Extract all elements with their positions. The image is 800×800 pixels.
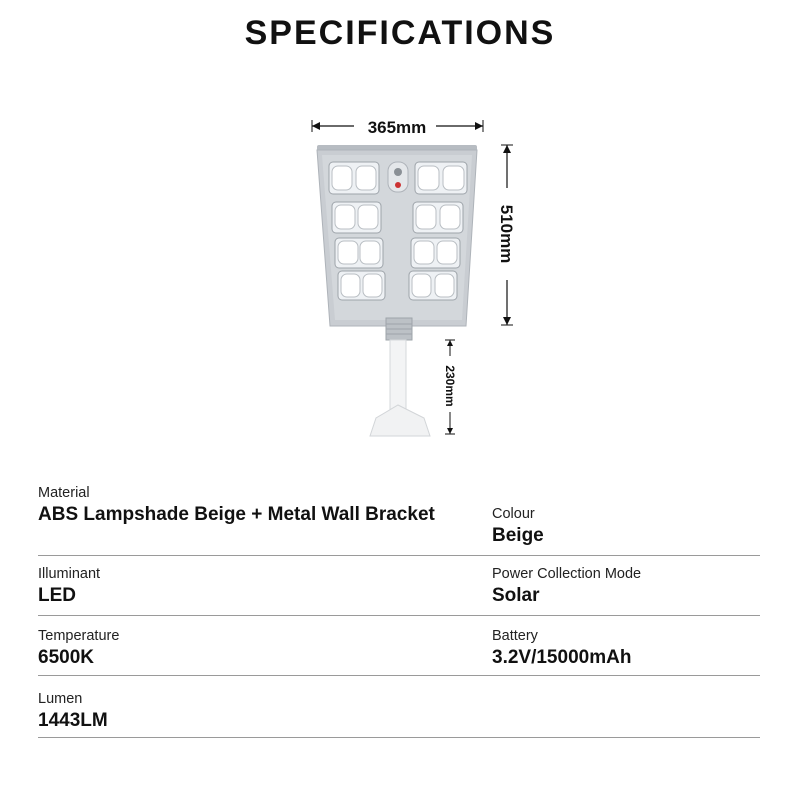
spec-label: Lumen xyxy=(38,691,83,707)
spec-label: Power Collection Mode xyxy=(492,566,642,582)
spec-power-collection-mode xyxy=(492,565,641,608)
pole-dimension xyxy=(443,340,457,434)
spec-material xyxy=(38,484,435,527)
spec-label: Illuminant xyxy=(38,566,101,582)
spec-value: ABS Lampshade Beige + Metal Wall Bracket xyxy=(38,504,435,525)
spec-label: Material xyxy=(38,485,90,501)
spec-temperature xyxy=(38,627,119,670)
width-dimension xyxy=(312,118,483,137)
height-dimension xyxy=(497,145,516,325)
row-divider xyxy=(38,737,760,738)
spec-label: Temperature xyxy=(38,628,120,644)
spec-value: 1443LM xyxy=(38,710,108,731)
spec-label: Colour xyxy=(492,506,535,522)
spec-value: Beige xyxy=(492,525,544,546)
spec-value: 6500K xyxy=(38,647,94,668)
spec-illuminant xyxy=(38,565,100,608)
height-label: 510mm xyxy=(497,204,516,264)
spec-battery xyxy=(492,627,631,670)
spec-value: Solar xyxy=(492,585,540,606)
spec-value: 3.2V/15000mAh xyxy=(492,647,632,668)
row-divider xyxy=(38,555,760,556)
spec-value: LED xyxy=(38,585,76,606)
row-divider xyxy=(38,675,760,676)
width-label: 365mm xyxy=(367,118,427,137)
spec-colour xyxy=(492,505,544,548)
pole-label: 230mm xyxy=(443,365,457,407)
spec-label: Battery xyxy=(492,628,538,644)
row-divider xyxy=(38,615,760,616)
spec-lumen xyxy=(38,690,108,733)
page-title: SPECIFICATIONS xyxy=(244,14,556,52)
